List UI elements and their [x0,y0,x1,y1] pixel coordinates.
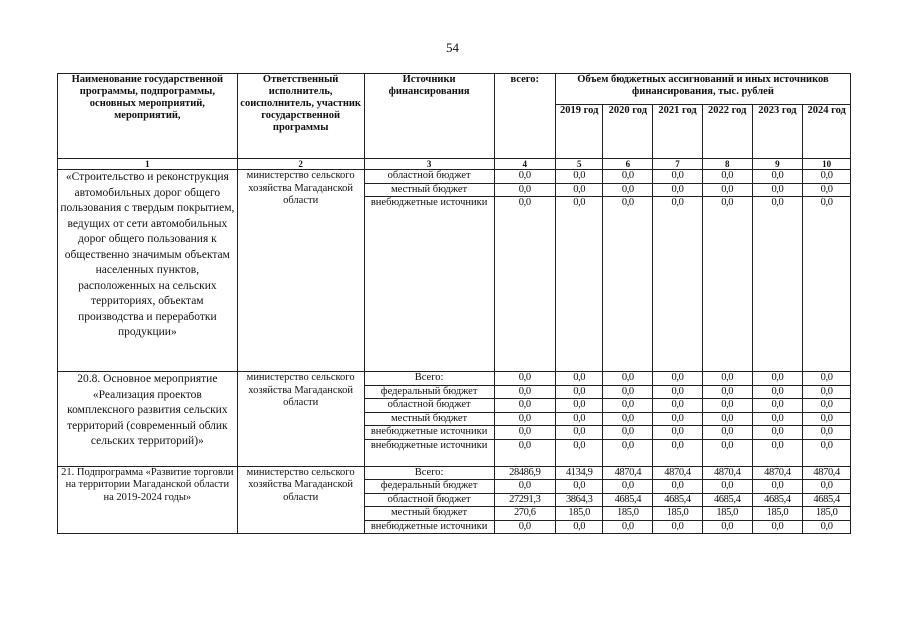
value-2024: 0,0 [803,439,851,466]
value-2019: 0,0 [555,520,603,534]
value-total: 0,0 [494,183,555,197]
executor: министерство сельского хозяйства Магаданской области [237,466,364,534]
value-2021: 0,0 [653,520,703,534]
value-2022: 0,0 [702,372,752,386]
value-2019: 0,0 [555,372,603,386]
value-2022: 0,0 [702,197,752,372]
value-total: 0,0 [494,197,555,372]
value-2019: 0,0 [555,385,603,399]
value-2023: 0,0 [752,412,803,426]
funding-source: внебюджетные источники [364,197,494,372]
header-row [58,74,851,105]
value-2023: 0,0 [752,480,803,494]
value-2021: 0,0 [653,480,703,494]
value-2023: 0,0 [752,439,803,466]
value-total: 270,6 [494,507,555,521]
value-2022: 185,0 [702,507,752,521]
value-total: 0,0 [494,426,555,440]
value-2023: 0,0 [752,183,803,197]
column-number-row [58,159,851,170]
column-number: 3 [364,159,494,170]
value-2022: 0,0 [702,439,752,466]
value-2024: 0,0 [803,426,851,440]
value-2020: 0,0 [603,480,653,494]
value-2023: 0,0 [752,372,803,386]
value-2021: 4870,4 [653,466,703,480]
value-total: 28486,9 [494,466,555,480]
value-2020: 0,0 [603,399,653,413]
value-2020: 0,0 [603,372,653,386]
value-2023: 0,0 [752,197,803,372]
value-2024: 0,0 [803,183,851,197]
value-2020: 0,0 [603,426,653,440]
funding-source: федеральный бюджет [364,385,494,399]
value-2021: 0,0 [653,426,703,440]
value-2019: 0,0 [555,399,603,413]
value-2022: 0,0 [702,385,752,399]
value-2021: 0,0 [653,183,703,197]
value-2022: 0,0 [702,520,752,534]
program-name: 20.8. Основное мероприятие «Реализация проектов комплексного развития сельских территорий (современный облик сельских территорий)» [58,372,238,467]
value-total: 0,0 [494,372,555,386]
value-2024: 0,0 [803,412,851,426]
value-2020: 0,0 [603,520,653,534]
value-2019: 0,0 [555,480,603,494]
value-2024: 185,0 [803,507,851,521]
value-2023: 4685,4 [752,493,803,507]
value-total: 0,0 [494,520,555,534]
funding-source: местный бюджет [364,183,494,197]
value-2019: 0,0 [555,197,603,372]
value-2020: 0,0 [603,170,653,184]
column-number: 1 [58,159,238,170]
header-year: 2020 год [603,105,653,159]
value-2019: 0,0 [555,426,603,440]
value-2020: 0,0 [603,439,653,466]
column-number: 2 [237,159,364,170]
value-2021: 0,0 [653,412,703,426]
value-2023: 0,0 [752,170,803,184]
page-number: 54 [446,40,459,55]
value-2024: 4870,4 [803,466,851,480]
value-2023: 4870,4 [752,466,803,480]
value-2024: 0,0 [803,385,851,399]
value-2020: 0,0 [603,412,653,426]
executor: министерство сельского хозяйства Магаданской области [237,170,364,372]
value-2019: 0,0 [555,412,603,426]
value-2024: 0,0 [803,372,851,386]
funding-source: внебюджетные источники [364,426,494,440]
value-2020: 185,0 [603,507,653,521]
value-2019: 0,0 [555,183,603,197]
value-2023: 0,0 [752,385,803,399]
value-total: 0,0 [494,170,555,184]
funding-source: внебюджетные источники [364,439,494,466]
column-number: 10 [803,159,851,170]
value-2022: 0,0 [702,426,752,440]
executor: министерство сельского хозяйства Магаданской области [237,372,364,467]
value-2022: 4685,4 [702,493,752,507]
funding-source: местный бюджет [364,507,494,521]
value-2020: 0,0 [603,183,653,197]
funding-source: местный бюджет [364,412,494,426]
value-2019: 4134,9 [555,466,603,480]
value-2024: 0,0 [803,170,851,184]
table-row [58,466,851,480]
column-number: 9 [752,159,803,170]
value-2021: 0,0 [653,439,703,466]
value-2021: 185,0 [653,507,703,521]
header-name: Наименование государственной программы, подпрограммы, основных мероприятий, мероприятий, [58,74,238,159]
value-2019: 0,0 [555,170,603,184]
funding-source: внебюджетные источники [364,520,494,534]
value-2020: 4870,4 [603,466,653,480]
value-2021: 0,0 [653,399,703,413]
value-2022: 0,0 [702,480,752,494]
program-name: «Строительство и реконструкция автомобильных дорог общего пользования с твердым покрытием, ведущих от сети автомобильных дорог общего пользования к общественно значимым объектам населенных пунктов, расположенных на сельских территориях, объектам производства и переработки продукции» [58,170,238,372]
table-row [58,372,851,386]
header-sources: Источники финансирования [364,74,494,159]
header-year: 2024 год [803,105,851,159]
column-number: 4 [494,159,555,170]
program-name: 21. Подпрограмма «Развитие торговли на территории Магаданской области на 2019-2024 годы» [58,466,238,534]
value-2024: 4685,4 [803,493,851,507]
header-total: всего: [494,74,555,159]
value-total: 27291,3 [494,493,555,507]
value-2024: 0,0 [803,197,851,372]
funding-source: Всего: [364,466,494,480]
value-2020: 0,0 [603,197,653,372]
value-2021: 0,0 [653,385,703,399]
value-2020: 0,0 [603,385,653,399]
column-number: 5 [555,159,603,170]
value-2021: 0,0 [653,372,703,386]
funding-source: областной бюджет [364,399,494,413]
header-year: 2023 год [752,105,803,159]
header-budget: Объем бюджетных ассигнований и иных источников финансирования, тыс. рублей [555,74,850,105]
column-number: 8 [702,159,752,170]
value-2019: 3864,3 [555,493,603,507]
value-2021: 0,0 [653,197,703,372]
value-2022: 0,0 [702,399,752,413]
header-year: 2022 год [702,105,752,159]
column-number: 6 [603,159,653,170]
value-total: 0,0 [494,385,555,399]
value-2024: 0,0 [803,520,851,534]
header-executor: Ответственный исполнитель, соисполнитель, участник государственной программы [237,74,364,159]
value-2023: 185,0 [752,507,803,521]
value-total: 0,0 [494,412,555,426]
value-2023: 0,0 [752,399,803,413]
header-year: 2021 год [653,105,703,159]
funding-source: федеральный бюджет [364,480,494,494]
table-row [58,170,851,184]
value-2024: 0,0 [803,480,851,494]
funding-source: Всего: [364,372,494,386]
value-2020: 4685,4 [603,493,653,507]
value-2024: 0,0 [803,399,851,413]
value-2022: 0,0 [702,412,752,426]
value-2023: 0,0 [752,520,803,534]
value-total: 0,0 [494,480,555,494]
header-year: 2019 год [555,105,603,159]
value-2019: 185,0 [555,507,603,521]
value-2019: 0,0 [555,439,603,466]
value-2021: 4685,4 [653,493,703,507]
value-2021: 0,0 [653,170,703,184]
value-2022: 0,0 [702,170,752,184]
value-2023: 0,0 [752,426,803,440]
funding-source: областной бюджет [364,170,494,184]
value-total: 0,0 [494,399,555,413]
column-number: 7 [653,159,703,170]
value-total: 0,0 [494,439,555,466]
funding-source: областной бюджет [364,493,494,507]
value-2022: 4870,4 [702,466,752,480]
budget-table [57,73,851,534]
value-2022: 0,0 [702,183,752,197]
